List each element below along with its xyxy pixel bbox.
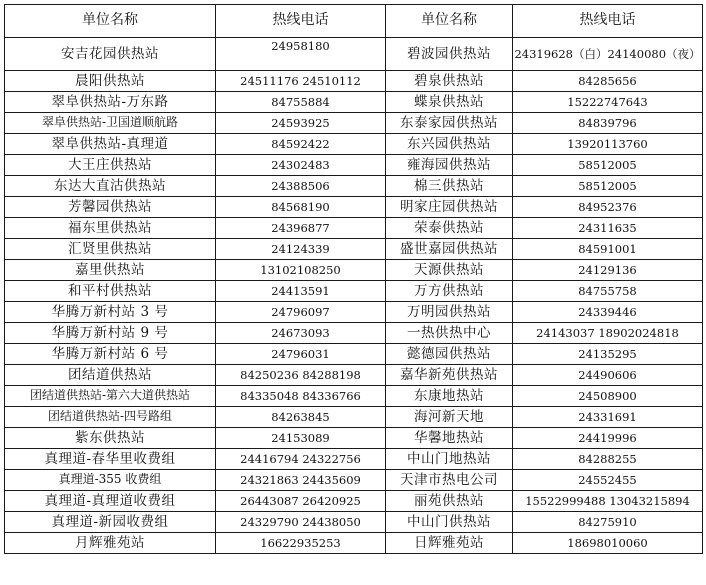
- heating-hotline-table: [4, 4, 703, 554]
- unit-name-left: 东达大直沽供热站: [5, 176, 216, 197]
- unit-name-right: 万明园供热站: [386, 302, 513, 323]
- table-row: [5, 197, 703, 218]
- unit-name-right: 天津市热电公司: [386, 470, 513, 491]
- hotline-right: 18698010060: [513, 533, 703, 554]
- unit-name-left: 真理道-355 收费组: [5, 470, 216, 491]
- table-row: [5, 428, 703, 449]
- unit-name-left: 真理道-春华里收费组: [5, 449, 216, 470]
- hotline-right: 24129136: [513, 260, 703, 281]
- unit-name-left: 汇贤里供热站: [5, 239, 216, 260]
- unit-name-right: 华馨地热站: [386, 428, 513, 449]
- unit-name-left: 真理道-真理道收费组: [5, 491, 216, 512]
- header-hotline-left: 热线电话: [216, 5, 386, 38]
- unit-name-left: 团结道供热站-四号路组: [5, 407, 216, 428]
- hotline-right: 84755758: [513, 281, 703, 302]
- unit-name-right: 雍海园供热站: [386, 155, 513, 176]
- hotline-right: 24311635: [513, 218, 703, 239]
- unit-name-left: 华腾万新村站 9 号: [5, 323, 216, 344]
- hotline-left: 24958180: [216, 38, 386, 71]
- hotline-right: 84275910: [513, 512, 703, 533]
- table-row: [5, 323, 703, 344]
- hotline-left: 84250236 84288198: [216, 365, 386, 386]
- table-row: [5, 281, 703, 302]
- table-row: [5, 449, 703, 470]
- hotline-left: 24593925: [216, 113, 386, 134]
- hotline-left: 24153089: [216, 428, 386, 449]
- table-row: [5, 38, 703, 71]
- hotline-left: 24396877: [216, 218, 386, 239]
- hotline-right: 15222747643: [513, 92, 703, 113]
- hotline-left: 84592422: [216, 134, 386, 155]
- hotline-right: 24552455: [513, 470, 703, 491]
- unit-name-right: 中山门地热站: [386, 449, 513, 470]
- hotline-right: 15522999488 13043215894: [513, 491, 703, 512]
- unit-name-right: 明家庄园供热站: [386, 197, 513, 218]
- table-row: [5, 239, 703, 260]
- hotline-left: 16622935253: [216, 533, 386, 554]
- hotline-right: 24331691: [513, 407, 703, 428]
- unit-name-right: 荣泰供热站: [386, 218, 513, 239]
- table-row: [5, 155, 703, 176]
- table-row: [5, 470, 703, 491]
- unit-name-left: 翠阜供热站-真理道: [5, 134, 216, 155]
- unit-name-right: 棉三供热站: [386, 176, 513, 197]
- unit-name-left: 月辉雅苑站: [5, 533, 216, 554]
- table-row: [5, 344, 703, 365]
- table-row: [5, 386, 703, 407]
- hotline-left: 84335048 84336766: [216, 386, 386, 407]
- hotline-left: 24796097: [216, 302, 386, 323]
- unit-name-left: 翠阜供热站-万东路: [5, 92, 216, 113]
- unit-name-right: 东泰家园供热站: [386, 113, 513, 134]
- unit-name-right: 蝶泉供热站: [386, 92, 513, 113]
- hotline-right: 84839796: [513, 113, 703, 134]
- table-header-row: [5, 5, 703, 38]
- unit-name-left: 芳馨园供热站: [5, 197, 216, 218]
- unit-name-right: 万方供热站: [386, 281, 513, 302]
- unit-name-right: 天源供热站: [386, 260, 513, 281]
- hotline-left: 24124339: [216, 239, 386, 260]
- hotline-right: 24339446: [513, 302, 703, 323]
- unit-name-left: 晨阳供热站: [5, 71, 216, 92]
- unit-name-left: 真理道-新园收费组: [5, 512, 216, 533]
- unit-name-right: 一热供热中心: [386, 323, 513, 344]
- unit-name-right: 东康地热站: [386, 386, 513, 407]
- unit-name-right: 碧波园供热站: [386, 38, 513, 71]
- unit-name-left: 福东里供热站: [5, 218, 216, 239]
- header-unit-name-left: 单位名称: [5, 5, 216, 38]
- unit-name-right: 中山门供热站: [386, 512, 513, 533]
- hotline-left: 24388506: [216, 176, 386, 197]
- hotline-left: 24329790 24438050: [216, 512, 386, 533]
- unit-name-right: 盛世嘉园供热站: [386, 239, 513, 260]
- hotline-right: 58512005: [513, 176, 703, 197]
- hotline-right: 84288255: [513, 449, 703, 470]
- unit-name-right: 懿德园供热站: [386, 344, 513, 365]
- hotline-right: 24319628（白）24140080（夜）: [513, 38, 703, 71]
- unit-name-left: 安吉花园供热站: [5, 38, 216, 71]
- table-row: [5, 134, 703, 155]
- hotline-left: 13102108250: [216, 260, 386, 281]
- table-row: [5, 92, 703, 113]
- hotline-left: 84755884: [216, 92, 386, 113]
- hotline-right: 24508900: [513, 386, 703, 407]
- hotline-right: 24135295: [513, 344, 703, 365]
- header-hotline-right: 热线电话: [513, 5, 703, 38]
- hotline-right: 84285656: [513, 71, 703, 92]
- hotline-right: 84591001: [513, 239, 703, 260]
- table-body: [5, 38, 703, 554]
- unit-name-left: 华腾万新村站 6 号: [5, 344, 216, 365]
- hotline-left: 24413591: [216, 281, 386, 302]
- table-row: [5, 71, 703, 92]
- table-row: [5, 512, 703, 533]
- table-row: [5, 407, 703, 428]
- unit-name-left: 和平村供热站: [5, 281, 216, 302]
- unit-name-right: 海河新天地: [386, 407, 513, 428]
- hotline-left: 26443087 26420925: [216, 491, 386, 512]
- unit-name-left: 嘉里供热站: [5, 260, 216, 281]
- unit-name-left: 团结道供热站: [5, 365, 216, 386]
- unit-name-right: 碧泉供热站: [386, 71, 513, 92]
- hotline-right: 24490606: [513, 365, 703, 386]
- table-row: [5, 491, 703, 512]
- unit-name-left: 大王庄供热站: [5, 155, 216, 176]
- hotline-left: 24673093: [216, 323, 386, 344]
- unit-name-right: 嘉华新苑供热站: [386, 365, 513, 386]
- hotline-left: 24302483: [216, 155, 386, 176]
- hotline-right: 24143037 18902024818: [513, 323, 703, 344]
- hotline-right: 58512005: [513, 155, 703, 176]
- table-row: [5, 365, 703, 386]
- hotline-left: 84568190: [216, 197, 386, 218]
- table-row: [5, 113, 703, 134]
- hotline-left: 24321863 24435609: [216, 470, 386, 491]
- unit-name-right: 日辉雅苑站: [386, 533, 513, 554]
- unit-name-left: 团结道供热站-第六大道供热站: [5, 386, 216, 407]
- hotline-right: 13920113760: [513, 134, 703, 155]
- hotline-left: 24511176 24510112: [216, 71, 386, 92]
- table-row: [5, 218, 703, 239]
- table-row: [5, 260, 703, 281]
- unit-name-right: 丽苑供热站: [386, 491, 513, 512]
- hotline-left: 24796031: [216, 344, 386, 365]
- unit-name-right: 东兴园供热站: [386, 134, 513, 155]
- table-row: [5, 533, 703, 554]
- unit-name-left: 翠阜供热站-卫国道顺航路: [5, 113, 216, 134]
- hotline-right: 84952376: [513, 197, 703, 218]
- hotline-left: 24416794 24322756: [216, 449, 386, 470]
- table-row: [5, 302, 703, 323]
- unit-name-left: 华腾万新村站 3 号: [5, 302, 216, 323]
- header-unit-name-right: 单位名称: [386, 5, 513, 38]
- table-row: [5, 176, 703, 197]
- unit-name-left: 紫东供热站: [5, 428, 216, 449]
- hotline-right: 24419996: [513, 428, 703, 449]
- hotline-left: 84263845: [216, 407, 386, 428]
